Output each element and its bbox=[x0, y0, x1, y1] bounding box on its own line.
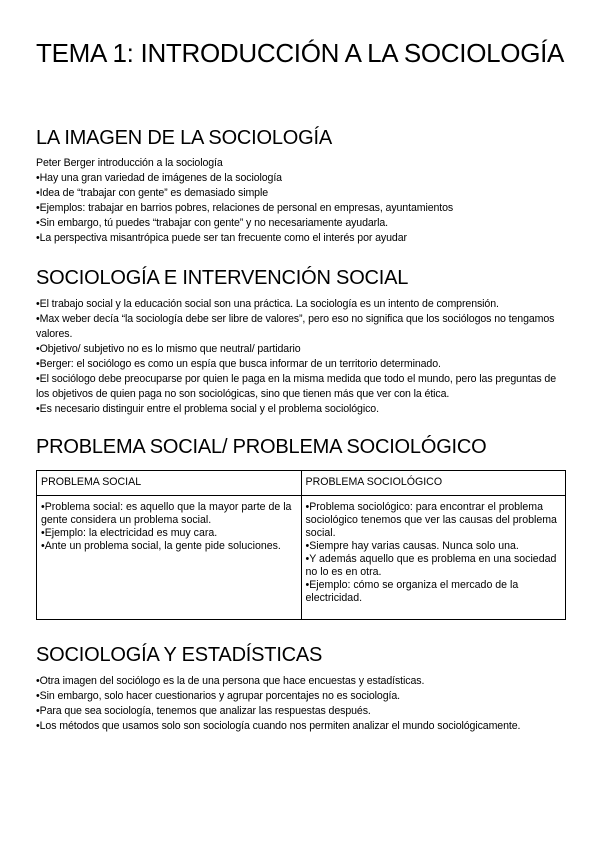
section-imagen-list bbox=[36, 156, 566, 246]
bullet-item: •Siempre hay varias causas. Nunca solo una. bbox=[305, 540, 519, 552]
bullet-item: •Ejemplo: la electricidad es muy cara. bbox=[41, 527, 218, 539]
bullet-item: •Ejemplo: cómo se organiza el mercado de la electricidad. bbox=[305, 579, 519, 604]
section-heading-intervencion: SOCIOLOGÍA E INTERVENCIÓN SOCIAL bbox=[36, 267, 409, 289]
paragraph-line: Peter Berger introducción a la sociología bbox=[36, 157, 223, 169]
section-heading-imagen: LA IMAGEN DE LA SOCIOLOGÍA bbox=[36, 127, 333, 149]
bullet-item: •Es necesario distinguir entre el problema social y el problema sociológico. bbox=[36, 403, 379, 415]
table-cell bbox=[37, 496, 302, 620]
bullet-item: •Hay una gran variedad de imágenes de la sociología bbox=[36, 172, 282, 184]
bullet-item: •Problema sociológico: para encontrar el problema sociológico tenemos que ver las causas del problema social. bbox=[305, 501, 557, 539]
bullet-item: •La perspectiva misantrópica puede ser tan frecuente como el interés por ayudar bbox=[36, 232, 407, 244]
table-cell bbox=[301, 496, 566, 620]
bullet-item: •Ante un problema social, la gente pide soluciones. bbox=[41, 540, 281, 552]
bullet-item: •Sin embargo, tú puedes “trabajar con gente” y no necesariamente ayudarla. bbox=[36, 217, 389, 229]
section-estadisticas-list bbox=[36, 674, 566, 734]
bullet-item: •Objetivo/ subjetivo no es lo mismo que neutral/ partidario bbox=[36, 343, 301, 355]
bullet-item: •Sin embargo, solo hacer cuestionarios y agrupar porcentajes no es sociología. bbox=[36, 690, 400, 702]
bullet-item: •Y además aquello que es problema en una sociedad no lo es en otra. bbox=[305, 553, 557, 578]
bullet-item: •Idea de “trabajar con gente” es demasiado simple bbox=[36, 187, 269, 199]
section-heading-problema: PROBLEMA SOCIAL/ PROBLEMA SOCIOLÓGICO bbox=[36, 436, 487, 458]
table-header-cell: PROBLEMA SOCIAL bbox=[37, 471, 302, 496]
bullet-item: •Otra imagen del sociólogo es la de una persona que hace encuestas y estadísticas. bbox=[36, 675, 425, 687]
bullet-item: •Ejemplos: trabajar en barrios pobres, relaciones de personal en empresas, ayuntamientos bbox=[36, 202, 454, 214]
bullet-item: •Max weber decía “la sociología debe ser libre de valores”, pero eso no significa que los sociólogos no tengamos valores. bbox=[36, 313, 555, 340]
page-title: TEMA 1: INTRODUCCIÓN A LA SOCIOLOGÍA bbox=[36, 38, 565, 68]
bullet-item: •Berger: el sociólogo es como un espía que busca informar de un territorio determinado. bbox=[36, 358, 441, 370]
section-intervencion-list bbox=[36, 297, 566, 417]
bullet-item: •El sociólogo debe preocuparse por quien le paga en la misma medida que todo el mundo, pero las preguntas de los objetivos de quien paga no son sociológicas, sino que tienen más que ver con la ética. bbox=[36, 373, 557, 400]
comparison-table bbox=[36, 470, 566, 620]
table-header-row bbox=[37, 471, 566, 496]
section-heading-estadisticas: SOCIOLOGÍA Y ESTADÍSTICAS bbox=[36, 644, 323, 666]
bullet-item: •Problema social: es aquello que la mayor parte de la gente considera un problema social. bbox=[41, 501, 292, 526]
bullet-item: •El trabajo social y la educación social son una práctica. La sociología es un intento de comprensión. bbox=[36, 298, 499, 310]
table-row bbox=[37, 496, 566, 620]
table-header-cell: PROBLEMA SOCIOLÓGICO bbox=[301, 471, 566, 496]
bullet-item: •Para que sea sociología, tenemos que analizar las respuestas después. bbox=[36, 705, 371, 717]
bullet-item: •Los métodos que usamos solo son sociología cuando nos permiten analizar el mundo sociológicamente. bbox=[36, 720, 521, 732]
